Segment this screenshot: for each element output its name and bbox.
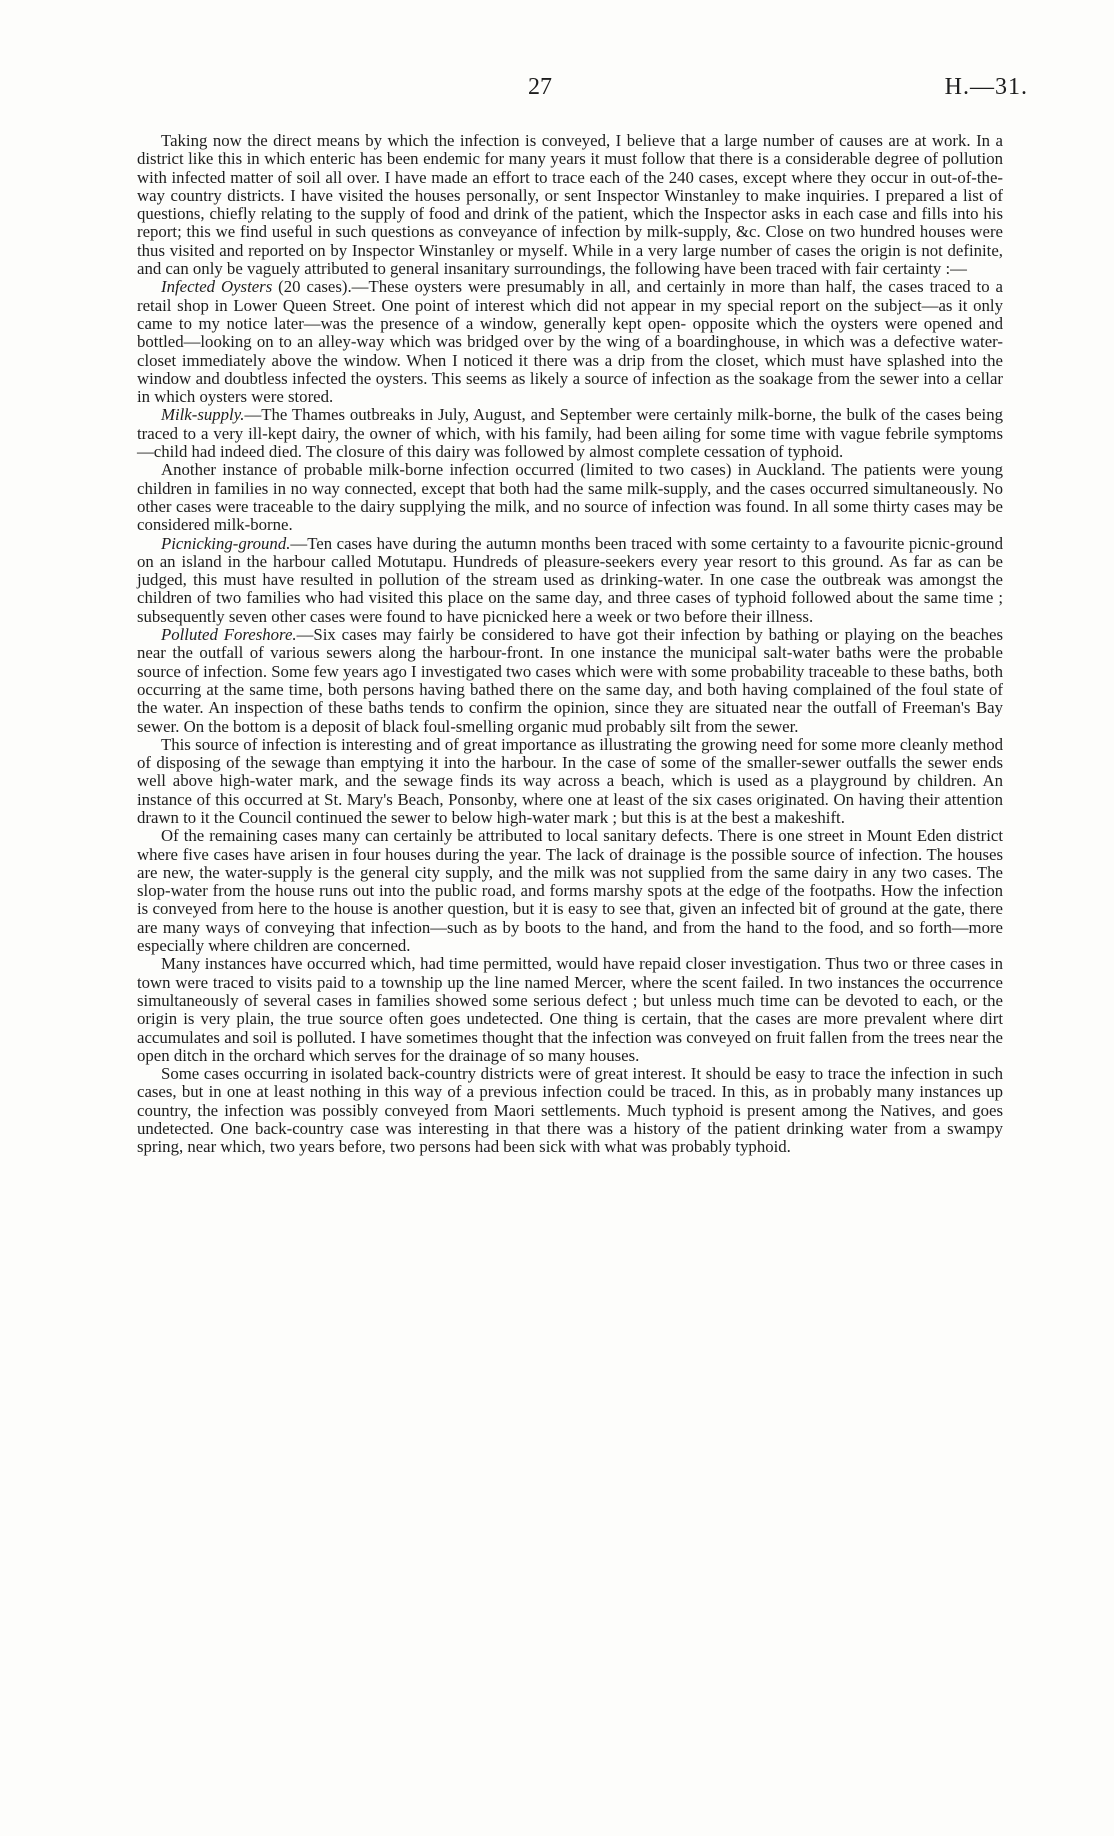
section-heading-infected-oysters: Infected Oysters bbox=[161, 277, 273, 297]
section-heading-polluted-foreshore: Polluted Foreshore. bbox=[161, 625, 297, 645]
page-number: 27 bbox=[528, 74, 552, 100]
paragraph-polluted-foreshore: Polluted Foreshore.—Six cases may fairly be considered to have got their infection by bathing or playing on the beaches near the outfall of various sewers along the harbour-front. In one instance the municipal salt-water baths were the probable source of infection. Some few years ago I investigated two cases which were with some probability traceable to these baths, both occurring at the same time, both persons having bathed there on the same day, and both having complained of the foul state of the water. An inspection of these baths tends to confirm the opinion, since they are situated near the outfall of Freeman's Bay sewer. On the bottom is a deposit of black foul-smelling organic mud probably silt from the sewer. bbox=[137, 625, 1003, 736]
section-heading-milk-supply: Milk-supply. bbox=[161, 405, 245, 425]
paragraph-sewage-disposal: This source of infection is interesting and of great importance as illustrating the growing need for some more cleanly method of disposing of the sewage than emptying it into the harbour. In the case of some of the smaller-sewer outfalls the sewer ends well above high-water mark, and the sewage finds its way across a beach, which is used as a playground by children. An instance of this occurred at St. Mary's Beach, Ponsonby, where one at least of the six cases originated. On having their attention drawn to it the Council continued the sewer to below high-water mark ; but this is at the best a makeshift. bbox=[137, 734, 1003, 827]
page-header bbox=[0, 74, 1114, 114]
paragraph-picnicking-ground: Picnicking-ground.—Ten cases have during the autumn months been traced with some certainty to a favourite picnic-ground on an island in the harbour called Motutapu. Hundreds of pleasure-seekers every year resort to this ground. As far as can be judged, this must have resulted in pollution of the stream used as drinking-water. In one case the outbreak was amongst the children of two families who had visited this place on the same day, and three cases of typhoid followed about the same time ; subsequently seven other cases were found to have picnicked here a week or two before their illness. bbox=[137, 533, 1003, 626]
paragraph-closer-investigation: Many instances have occurred which, had time permitted, would have repaid closer investigation. Thus two or three cases in town were traced to visits paid to a township up the line named Mercer, where the scent failed. In two instances the occurrence simultaneously of several cases in families showed some serious defect ; but unless much time can be devoted to each, or the origin is very plain, the true source often goes undetected. One thing is certain, that the cases are more prevalent where dirt accumulates and soil is polluted. I have sometimes thought that the infection was conveyed on fruit fallen from the trees near the open ditch in the orchard which serves for the drainage of so many houses. bbox=[137, 954, 1003, 1065]
paragraph-milk-borne-auckland: Another instance of probable milk-borne infection occurred (limited to two cases) in Auckland. The patients were young children in families in no way connected, except that both had the same milk-supply, and the cases occurred simultaneously. No other cases were traceable to the dairy supplying the milk, and no source of infection was found. In all some thirty cases may be considered milk-borne. bbox=[137, 460, 1003, 535]
paragraph-milk-supply: Milk-supply.—The Thames outbreaks in July, August, and September were certainly milk-borne, the bulk of the cases being traced to a very ill-kept dairy, the owner of which, with his family, had been ailing for some time with vague febrile symptoms—child had indeed died. The closure of this dairy was followed by almost complete cessation of typhoid. bbox=[137, 405, 1003, 462]
paragraph-back-country: Some cases occurring in isolated back-country districts were of great interest. It should be easy to trace the infection in such cases, but in one at least nothing in this way of a previous infection could be traced. In this, as in probably many instances up country, the infection was possibly conveyed from Maori settlements. Much typhoid is present among the Natives, and goes undetected. One back-country case was interesting in that there was a history of the patient drinking water from a swampy spring, near which, two years before, two persons had been sick with what was probably typhoid. bbox=[137, 1064, 1003, 1157]
paragraph-direct-means: Taking now the direct means by which the infection is conveyed, I believe that a large number of causes are at work. In a district like this in which enteric has been endemic for many years it must follow that there is a considerable degree of pollution with infected matter of soil all over. I have made an effort to trace each of the 240 cases, except where they occur in out-of-the-way country districts. I have visited the houses personally, or sent Inspector Winstanley to make inquiries. I prepared a list of questions, chiefly relating to the supply of food and drink of the patient, which the Inspector asks in each case and fills into his report; this we find useful in such questions as conveyance of infection by milk-supply, &c. Close on two hundred houses were thus visited and reported on by Inspector Winstanley or myself. While in a very large number of cases the origin is not definite, and can only be vaguely attributed to general insanitary surroundings, the following have been traced with fair certainty :— bbox=[137, 131, 1003, 279]
paragraph-infected-oysters: Infected Oysters (20 cases).—These oysters were presumably in all, and certainly in more than half, the cases traced to a retail shop in Lower Queen Street. One point of interest which did not appear in my special report on the subject—as it only came to my notice later—was the presence of a window, generally kept open- opposite which the oysters were opened and bottled—looking on to an alley-way which was bridged over by the wing of a boardinghouse, in which was a defective water-closet immediately above the window. When I noticed it there was a drip from the closet, which must have splashed into the window and doubtless infected the oysters. This seems as likely a source of infection as the soakage from the sewer into a cellar in which oysters were stored. bbox=[137, 277, 1003, 407]
body-text bbox=[137, 132, 1003, 1157]
section-heading-picnicking-ground: Picnicking-ground. bbox=[161, 533, 291, 553]
document-reference: H.—31. bbox=[944, 74, 1028, 100]
paragraph-sanitary-defects: Of the remaining cases many can certainly be attributed to local sanitary defects. There is one street in Mount Eden district where five cases have arisen in four houses during the year. The lack of drainage is the possible source of infection. The houses are new, the water-supply is the general city supply, and the milk was not supplied from the same dairy in any two cases. The slop-water from the house runs out into the public road, and forms marshy spots at the edge of the footpaths. How the infection is conveyed from here to the house is another question, but it is easy to see that, given an infected bit of ground at the gate, there are many ways of conveying that infection—such as by boots to the hand, and from the hand to the food, and so forth—more especially where children are concerned. bbox=[137, 826, 1003, 956]
